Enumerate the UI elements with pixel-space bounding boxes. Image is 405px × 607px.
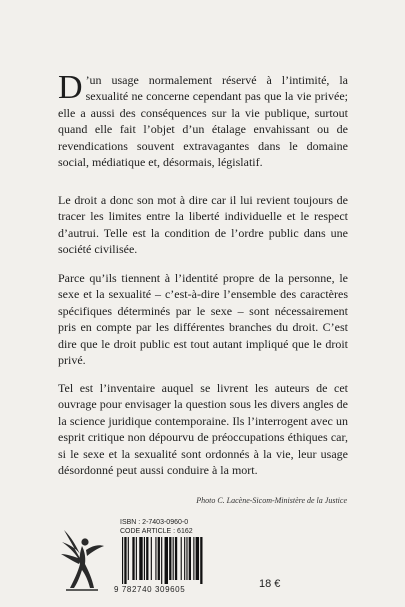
paragraph-intro [58,69,348,170]
article-code-text: CODE ARTICLE : 6162 [120,528,193,535]
barcode-bar [132,537,134,580]
barcode-bar [144,537,145,580]
barcode-digits: 9 782740 309605 [114,585,186,594]
photo-credit: Photo C. Lacène-Sicom-Ministère de la Justice [196,496,347,505]
barcode-bar [189,537,191,580]
barcode-bar [200,537,202,584]
price-label: 18 € [259,578,281,590]
barcode-bar [124,537,126,584]
barcode-bar [186,537,187,580]
barcode-bar [193,537,194,580]
paragraph-1-text: ’un usage normalement réservé à l’intimité, la sexualité ne concerne cependant pas que la vie privée; elle a aussi des conséquences sur la vie publique, surtout quand elle fait l’objet d’un étalage envahissant ou de revendications souvent extravagantes dans le domaine social, médiatique et, désormais, législatif. [58,73,348,170]
barcode-bar [139,537,142,580]
barcode-bar [122,537,123,584]
paragraph-2-text: Le droit a donc son mot à dire car il lui revient toujours de tracer les limites entre la liberté individuelle et le respect d’autrui. Telle est la condition de l’ordre public dans une société civilisée. [58,193,348,257]
isbn-block [120,518,193,536]
paragraph-inventory [58,380,348,478]
barcode-bar [136,537,137,580]
barcode-bar [151,537,152,580]
barcode-bar [175,537,177,580]
barcode-bar [181,537,182,580]
barcode-bar [146,537,148,580]
barcode-bar [161,537,162,584]
barcode [120,537,244,584]
isbn-text: ISBN : 2-7403-0960-0 [120,519,189,526]
paragraph-identity [58,270,348,368]
drop-cap: D [58,69,83,106]
barcode-bar [155,537,156,580]
paragraph-law-role [58,192,348,258]
barcode-bar [196,537,199,580]
winged-figure-icon [58,520,106,594]
barcode-bar [128,537,129,580]
barcode-bar [169,537,171,580]
paragraph-4-text: Tel est l’inventaire auquel se livrent les auteurs de cet ouvrage pour envisager la question sous les divers angles de la science juridique contemporaine. Ils l’interrogent avec un esprit critique non dépourvu de préoccupations éthiques car, si le sexe et la sexualité sont ordonnés à la vie, leur usage désordonné peut aussi conduire à la mort. [58,381,348,478]
barcode-bar [173,537,174,580]
paragraph-3-text: Parce qu’ils tiennent à l’identité propre de la personne, le sexe et la sexualité – c’est-à-dire l’ensemble des caractères spécifiques déterminés par le sexe – sont nécessairement pris en compte par les différentes branches du droit. C’est dire que le droit public est tout autant impliqué que le droit privé. [58,271,348,368]
barcode-bar [158,537,160,580]
barcode-bar [165,537,168,584]
barcode-bar [184,537,185,580]
